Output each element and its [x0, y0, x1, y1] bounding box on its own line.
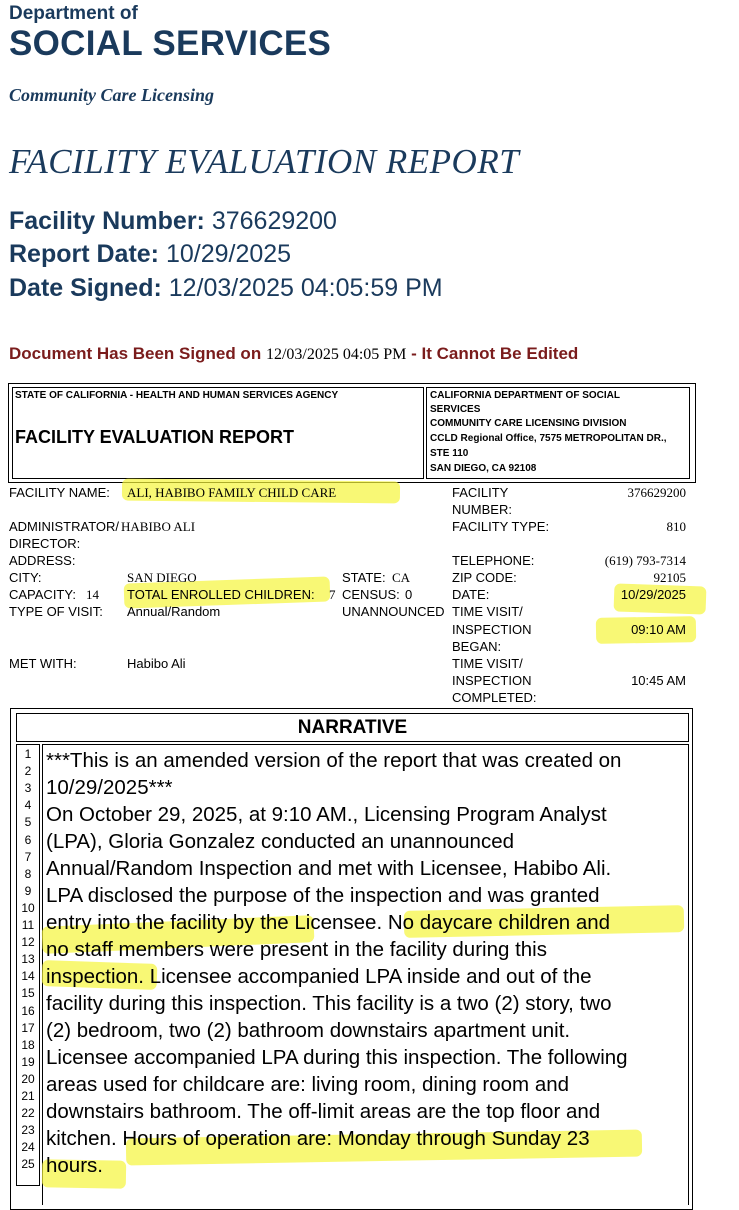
city-label: CITY: — [9, 570, 42, 585]
department-of-label: Department of — [9, 3, 138, 24]
narrative-line: Licensee accompanied LPA during this inspection. The following — [46, 1046, 628, 1069]
line-number: 4 — [24, 798, 32, 813]
dept-line-5: STE 110 — [430, 448, 469, 459]
line-number: 17 — [21, 1020, 35, 1035]
line-number: 13 — [21, 952, 35, 967]
address-label: ADDRESS: — [9, 553, 76, 568]
administrator-label: ADMINISTRATOR/ — [9, 519, 120, 534]
state-value: CA — [392, 570, 411, 585]
facility-number-label: Facility Number: — [9, 207, 205, 235]
visit-type-value: Annual/Random — [127, 604, 221, 619]
facility-type-value: 810 — [666, 519, 686, 534]
line-number: 18 — [21, 1037, 35, 1052]
narrative-line: areas used for childcare are: living room, dining room and — [46, 1073, 570, 1096]
line-number: 12 — [21, 935, 35, 950]
met-with-label: MET WITH: — [9, 656, 77, 671]
capacity-label: CAPACITY: — [9, 587, 76, 602]
signed-timestamp: 12/03/2025 04:05 PM — [265, 346, 407, 363]
began-label-2: INSPECTION — [452, 622, 532, 637]
narrative-line: ***This is an amended version of the report that was created on — [46, 749, 622, 772]
enrolled-label: TOTAL ENROLLED CHILDREN: — [127, 587, 315, 602]
report-date-line — [9, 240, 291, 269]
zip-value: 92105 — [653, 570, 686, 585]
narrative-line: Annual/Random Inspection and met with Licensee, Habibo Ali. — [46, 857, 612, 880]
division-name: Community Care Licensing — [9, 85, 215, 105]
administrator-value: HABIBO ALI — [121, 519, 196, 534]
dept-line-6: SAN DIEGO, CA 92108 — [430, 463, 537, 474]
zip-label: ZIP CODE: — [452, 570, 517, 585]
facility-type-label: FACILITY TYPE: — [452, 519, 550, 534]
line-number: 24 — [21, 1140, 35, 1155]
narrative-line: facility during this inspection. This facility is a two (2) story, two — [46, 992, 612, 1015]
signed-suffix: - It Cannot Be Edited — [411, 344, 579, 363]
report-title: FACILITY EVALUATION REPORT — [9, 142, 520, 181]
line-number: 6 — [24, 832, 32, 847]
line-number: 9 — [24, 883, 32, 898]
dept-line-3: COMMUNITY CARE LICENSING DIVISION — [430, 418, 627, 429]
date-value: 10/29/2025 — [620, 587, 686, 602]
capacity-value: 14 — [86, 587, 99, 602]
census-label: CENSUS: — [342, 587, 400, 602]
narrative-line: LPA disclosed the purpose of the inspection and was granted — [46, 884, 600, 907]
narrative-title: NARRATIVE — [16, 713, 689, 742]
completed-label-2: INSPECTION — [452, 673, 532, 688]
narrative-line: (LPA), Gloria Gonzalez conducted an unannounced — [46, 830, 515, 853]
line-number: 11 — [21, 918, 35, 932]
census-value: 0 — [405, 587, 413, 602]
report-date-label: Report Date: — [9, 240, 160, 268]
facility-number-label-1: FACILITY — [452, 485, 509, 500]
line-number: 2 — [24, 764, 32, 779]
line-number: 1 — [24, 747, 32, 761]
line-number: 23 — [21, 1123, 35, 1138]
line-number: 10 — [21, 900, 35, 915]
met-with-value: Habibo Ali — [127, 656, 186, 671]
dept-line-4: CCLD Regional Office, 7575 METROPOLITAN DR., — [430, 433, 667, 444]
facility-number-line — [9, 207, 337, 236]
line-number: 15 — [21, 986, 35, 1001]
facility-name-label: FACILITY NAME: — [9, 485, 110, 500]
narrative-line: (2) bedroom, two (2) bathroom downstairs apartment unit. — [46, 1019, 571, 1042]
line-number: 20 — [21, 1071, 35, 1086]
signed-prefix: Document Has Been Signed on — [9, 344, 262, 363]
director-label: DIRECTOR: — [9, 536, 81, 551]
narrative-line: entry into the facility by the Licensee. No daycare children and — [46, 911, 611, 934]
report-date-value: 10/29/2025 — [165, 240, 292, 268]
line-number: 3 — [24, 781, 32, 796]
line-number: 14 — [21, 969, 35, 984]
narrative-line: inspection. Licensee accompanied LPA inside and out of the — [46, 965, 592, 988]
telephone-value: (619) 793-7314 — [604, 553, 686, 568]
agency-name: STATE OF CALIFORNIA - HEALTH AND HUMAN SERVICES AGENCY — [15, 390, 339, 401]
narrative-line: On October 29, 2025, at 9:10 AM., Licensing Program Analyst — [46, 803, 607, 826]
facility-number-field-value: 376629200 — [627, 485, 686, 500]
signed-notice — [9, 344, 578, 364]
line-number: 25 — [21, 1157, 35, 1172]
date-signed-label: Date Signed: — [9, 274, 162, 302]
city-value: SAN DIEGO — [127, 570, 197, 585]
narrative-line: no staff members were present in the facility during this — [46, 938, 547, 961]
began-label-1: TIME VISIT/ — [452, 604, 523, 619]
department-name: SOCIAL SERVICES — [9, 24, 332, 63]
line-number: 22 — [21, 1106, 35, 1121]
line-number-column — [16, 744, 40, 1186]
facility-number-value: 376629200 — [211, 207, 337, 235]
line-number: 19 — [21, 1054, 35, 1069]
date-signed-value: 12/03/2025 04:05:59 PM — [168, 274, 443, 302]
line-number: 7 — [24, 849, 32, 864]
began-value: 09:10 AM — [631, 622, 686, 637]
line-number: 8 — [24, 866, 32, 881]
line-number: 16 — [21, 1003, 35, 1018]
form-title: FACILITY EVALUATION REPORT — [15, 427, 295, 447]
line-number: 21 — [21, 1089, 35, 1103]
began-label-3: BEGAN: — [452, 639, 502, 654]
completed-label-3: COMPLETED: — [452, 690, 537, 705]
state-label: STATE: — [342, 570, 386, 585]
narrative-line: 10/29/2025*** — [46, 776, 173, 799]
telephone-label: TELEPHONE: — [452, 553, 535, 568]
narrative-line: kitchen. Hours of operation are: Monday through Sunday 23 — [46, 1127, 590, 1150]
enrolled-value: 7 — [329, 587, 336, 602]
line-number: 5 — [24, 815, 32, 830]
completed-value: 10:45 AM — [631, 673, 686, 688]
dept-line-2: SERVICES — [430, 404, 481, 415]
completed-label-1: TIME VISIT/ — [452, 656, 523, 671]
facility-number-label-2: NUMBER: — [452, 502, 512, 517]
date-signed-line — [9, 274, 443, 303]
narrative-line: downstairs bathroom. The off-limit areas are the top floor and — [46, 1100, 601, 1123]
narrative-line: hours. — [46, 1154, 103, 1177]
date-label: DATE: — [452, 587, 490, 602]
unannounced-label: UNANNOUNCED — [342, 604, 445, 619]
dept-line-1: CALIFORNIA DEPARTMENT OF SOCIAL — [430, 390, 620, 401]
visit-type-label: TYPE OF VISIT: — [9, 604, 103, 619]
facility-name-value: ALI, HABIBO FAMILY CHILD CARE — [127, 485, 337, 500]
